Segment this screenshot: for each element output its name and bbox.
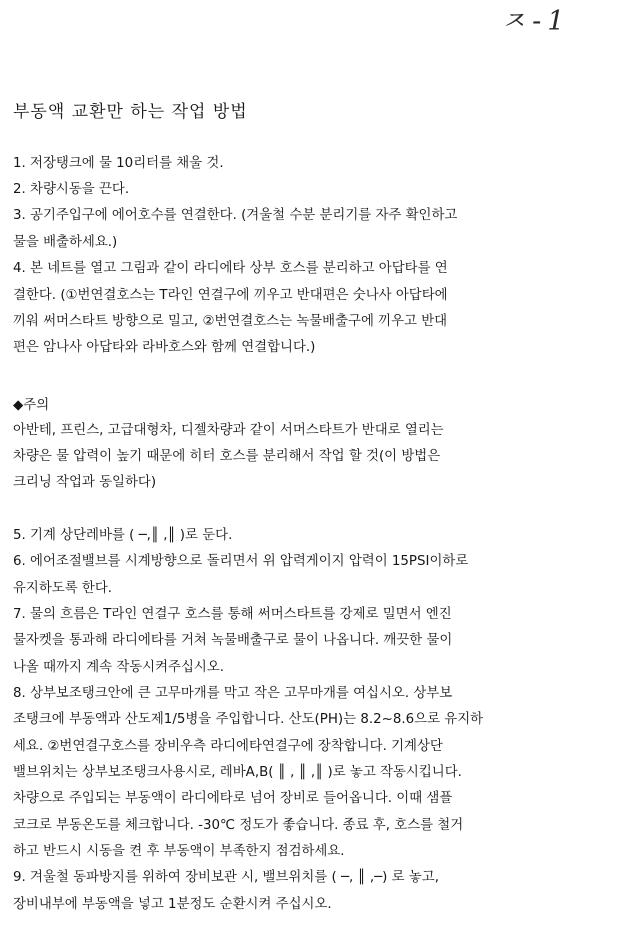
text-line: 크리닝 작업과 동일하다) [13,475,157,490]
text-line: 3. 공기주입구에 에어호수를 연결한다. (겨울철 수분 분리기를 자주 확인하고 [13,208,458,223]
text-line: 밸브위치는 상부보조탱크사용시로, 레바A,B( ║ , ║ ,║ )로 놓고 작동시킵니다. [13,765,462,780]
text-line: 유지하도록 한다. [13,581,113,596]
text-line: 4. 본 네트를 열고 그림과 같이 라디에타 상부 호스를 분리하고 아답타를 연 [13,261,448,276]
text-line: 9. 겨울철 동파방지를 위하여 장비보관 시, 밸브위치를 ( ─, ║ ,─) 로 놓고, [13,870,439,885]
text-line: 8. 상부보조탱크안에 큰 고무마개를 막고 작은 고무마개를 여십시오. 상부보 [13,686,453,701]
text-line: 세요. ②번연결구호스를 장비우측 라디에타연결구에 장착합니다. 기계상단 [13,739,443,754]
text-line: 차량은 물 압력이 높기 때문에 히터 호스를 분리해서 작업 할 것(이 방법은 [13,449,441,464]
text-line: 1. 저장탱크에 물 10리터를 채울 것. [13,156,224,171]
document-title: 부동액 교환만 하는 작업 방법 [13,102,248,122]
text-line: 차량으로 주입되는 부동액이 라디에타로 넘어 장비로 들어옵니다. 이때 샘플 [13,791,453,806]
text-line: 7. 물의 흐름은 T라인 연결구 호스를 통해 써머스타트를 강제로 밀면서 엔진 [13,607,452,622]
text-line: 끼워 써머스타트 방향으로 밀고, ②번연결호스는 녹물배출구에 끼우고 반대 [13,314,448,329]
caution-heading: ◆주의 [13,398,50,413]
text-line: 아반테, 프린스, 고급대형차, 디젤차량과 같이 서머스타트가 반대로 열리는 [13,423,444,438]
text-line: 2. 차량시동을 끈다. [13,182,130,197]
text-line: 물을 배출하세요.) [13,235,118,250]
text-line: 결한다. (①번연결호스는 T라인 연결구에 끼우고 반대편은 숫나사 아답타에 [13,288,448,303]
handwritten-page-mark: ㅈ-1 [500,6,571,37]
text-line: 장비내부에 부동액을 넣고 1분정도 순환시켜 주십시오. [13,897,332,912]
text-line: 5. 기계 상단레바를 ( ─,║ ,║ )로 둔다. [13,528,233,543]
text-line: 편은 암나사 아답타와 라바호스와 함께 연결합니다.) [13,340,316,355]
text-line: 조탱크에 부동액과 산도제1/5병을 주입합니다. 산도(PH)는 8.2~8.6으로 유지하 [13,712,484,727]
text-line: 물자켓을 통과해 라디에타를 거쳐 녹물배출구로 물이 나옵니다. 깨끗한 물이 [13,633,453,648]
text-line: 하고 반드시 시동을 켠 후 부동액이 부족한지 점검하세요. [13,844,345,859]
text-line: 나올 때까지 계속 작동시켜주십시오. [13,660,225,675]
text-line: 코크로 부동온도를 체크합니다. -30℃ 정도가 좋습니다. 종료 후, 호스를 철거 [13,818,464,833]
text-line: 6. 에어조절밸브를 시계방향으로 돌리면서 위 압력게이지 압력이 15PSI이하로 [13,554,469,569]
